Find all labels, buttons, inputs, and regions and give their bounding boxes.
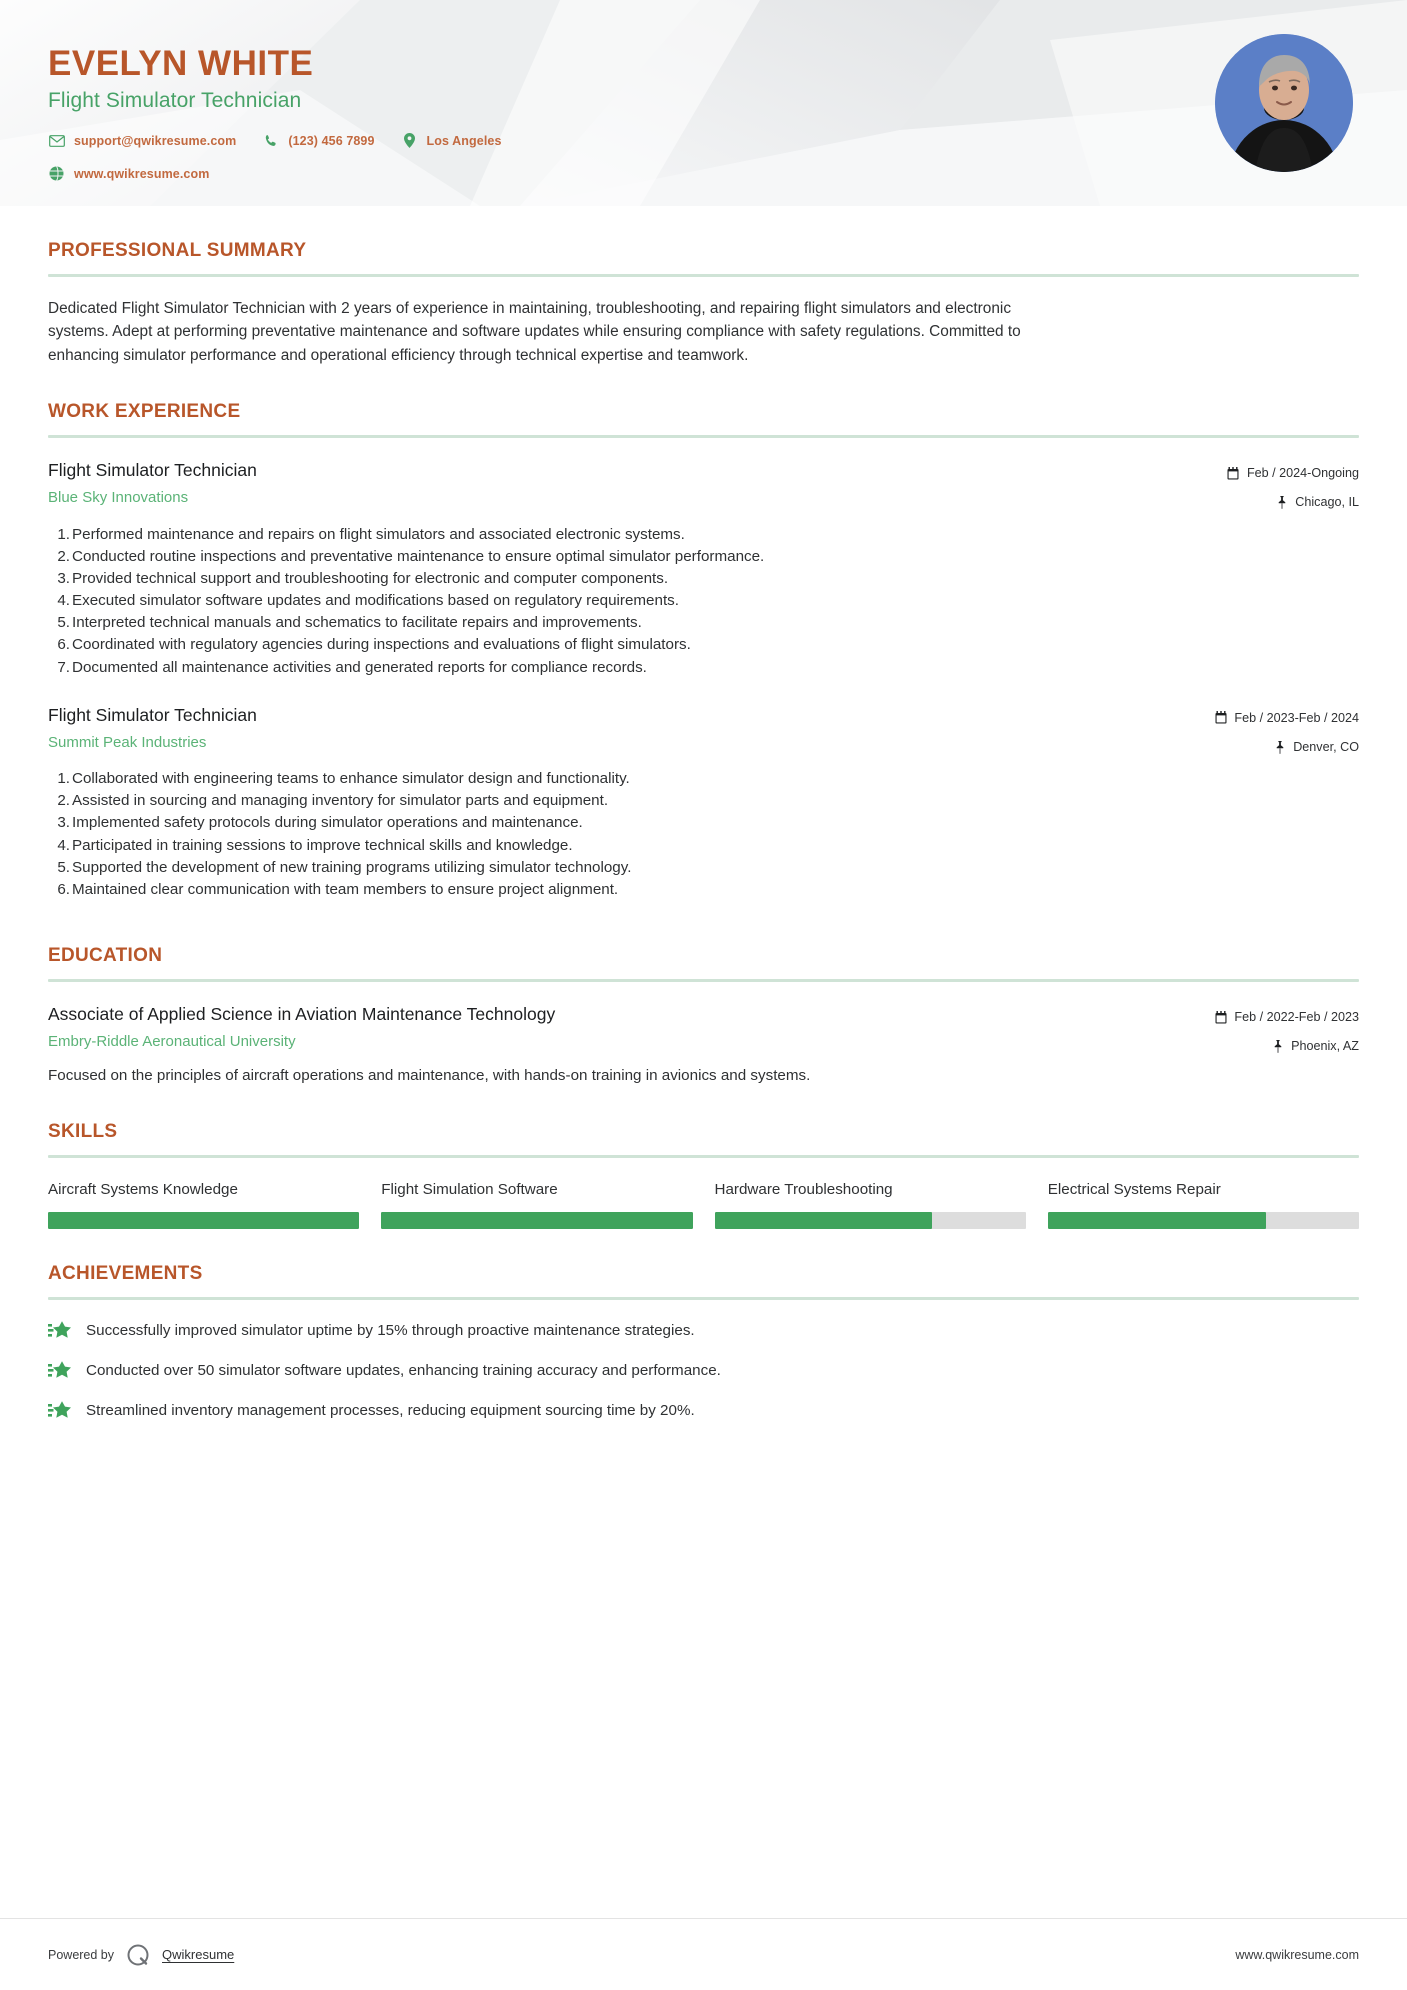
contact-location (401, 133, 502, 149)
globe-icon (48, 166, 65, 182)
education-degree: Associate of Applied Science in Aviation Maintenance Technology (48, 1004, 556, 1025)
work-role: Flight Simulator Technician (48, 460, 257, 481)
work-location-text: Denver, CO (1293, 739, 1359, 754)
pin-icon (1271, 1040, 1284, 1053)
work-entry (48, 460, 1359, 679)
skill-progress-fill (1048, 1212, 1266, 1229)
skill-item (1048, 1180, 1359, 1230)
pin-icon (1275, 496, 1288, 509)
section-work-experience (48, 401, 1359, 901)
section-title-work: WORK EXPERIENCE (48, 401, 241, 423)
work-location-text: Chicago, IL (1295, 495, 1359, 510)
star-badge-icon (48, 1400, 72, 1422)
work-bullet-text: Supported the development of new training programs utilizing simulator technology. (72, 858, 632, 876)
contact-location-text: Los Angeles (426, 133, 502, 148)
footer-branding (48, 1942, 234, 1968)
education-date-text: Feb / 2022-Feb / 2023 (1234, 1010, 1359, 1025)
section-skills (48, 1121, 1359, 1230)
skill-progress-track (715, 1212, 1026, 1229)
achievement-item (48, 1360, 1359, 1382)
section-title-achievements: ACHIEVEMENTS (48, 1263, 203, 1285)
skill-name: Flight Simulation Software (381, 1180, 558, 1198)
education-entry (48, 1004, 1359, 1086)
achievement-text: Successfully improved simulator uptime by 15% through proactive maintenance strategies. (86, 1322, 695, 1340)
skill-name: Electrical Systems Repair (1047, 1180, 1221, 1198)
education-school: Embry-Riddle Aeronautical University (48, 1033, 296, 1051)
phone-icon (262, 133, 279, 149)
skills-grid (48, 1180, 1359, 1230)
work-bullet-text: Collaborated with engineering teams to enhance simulator design and functionality. (72, 770, 630, 788)
contact-row-secondary (48, 163, 1407, 185)
work-bullet: 7 . Documented all maintenance activities and generated reports for compliance records. (48, 657, 1359, 679)
contact-info (48, 130, 1407, 185)
star-badge-icon (48, 1360, 72, 1382)
work-date (1227, 463, 1359, 483)
envelope-icon (48, 133, 65, 149)
work-bullets (48, 524, 1359, 679)
skill-progress-fill (48, 1212, 359, 1229)
skill-name: Hardware Troubleshooting (714, 1180, 893, 1198)
contact-email-text: support@qwikresume.com (74, 133, 237, 148)
education-location-text: Phoenix, AZ (1291, 1039, 1359, 1054)
section-title-education: EDUCATION (48, 945, 163, 967)
work-date (1214, 708, 1359, 728)
work-bullet: 3 . Provided technical support and troubleshooting for electronic and computer components. (48, 568, 1359, 590)
contact-email[interactable] (48, 133, 236, 149)
work-bullet-text: Participated in training sessions to improve technical skills and knowledge. (72, 836, 573, 854)
skill-name: Aircraft Systems Knowledge (48, 1180, 238, 1198)
work-bullet-text: Maintained clear communication with team members to ensure project alignment. (72, 881, 619, 899)
work-organization: Blue Sky Innovations (48, 489, 189, 507)
work-bullet: 5 . Supported the development of new training programs utilizing simulator technology. (48, 857, 1359, 879)
skill-progress-fill (381, 1212, 692, 1229)
work-bullet-text: Coordinated with regulatory agencies during inspections and evaluations of flight simulators. (72, 636, 691, 654)
work-role: Flight Simulator Technician (48, 704, 257, 725)
contact-row-primary (48, 130, 1407, 152)
summary-text: Dedicated Flight Simulator Technician with 2 years of experience in maintaining, troubleshooting, and repairing flight simulators and electronic systems. Adept at performing preventative maintenance and software updates while ensuring compliance with safety regulations. Committed to enhancing simulator performance and operational efficiency through technical expertise and teamwork. (48, 300, 1021, 364)
achievements-list (48, 1320, 1359, 1422)
section-title-skills: SKILLS (48, 1120, 118, 1142)
section-professional-summary (48, 240, 1359, 367)
achievement-item (48, 1400, 1359, 1422)
skill-progress-track (1048, 1212, 1359, 1229)
avatar (1215, 34, 1353, 172)
work-bullet-text: Assisted in sourcing and managing inventory for simulator parts and equipment. (72, 792, 609, 810)
calendar-icon (1214, 711, 1227, 724)
candidate-name: EVELYN WHITE (48, 44, 314, 83)
calendar-icon (1227, 467, 1240, 480)
achievement-item (48, 1320, 1359, 1342)
footer-website[interactable]: www.qwikresume.com (1235, 1947, 1359, 1962)
contact-website[interactable] (48, 166, 209, 182)
work-bullet-text: Provided technical support and troubleshooting for electronic and computer components. (72, 569, 669, 587)
section-divider (48, 274, 1359, 277)
contact-website-text: www.qwikresume.com (74, 166, 210, 181)
work-bullet: 4 . Executed simulator software updates and modifications based on regulatory requirements. (48, 590, 1359, 612)
location-pin-icon (401, 133, 418, 149)
contact-phone[interactable] (262, 133, 374, 149)
work-bullet-text: Documented all maintenance activities and generated reports for compliance records. (72, 658, 647, 676)
achievement-text: Streamlined inventory management processes, reducing equipment sourcing time by 20%. (86, 1402, 695, 1420)
skill-item (48, 1180, 359, 1230)
qwikresume-brand-link[interactable]: Qwikresume (162, 1947, 235, 1962)
work-location (1227, 492, 1359, 512)
skill-item (715, 1180, 1026, 1230)
work-bullet: 2 . Assisted in sourcing and managing inventory for simulator parts and equipment. (48, 790, 1359, 812)
work-organization: Summit Peak Industries (48, 733, 207, 751)
candidate-job-title: Flight Simulator Technician (48, 88, 302, 112)
work-bullet: 4 . Participated in training sessions to improve technical skills and knowledge. (48, 835, 1359, 857)
section-divider (48, 979, 1359, 982)
education-location (1214, 1036, 1359, 1056)
achievement-text: Conducted over 50 simulator software updates, enhancing training accuracy and performance. (86, 1362, 721, 1380)
work-bullet-text: Performed maintenance and repairs on flight simulators and associated electronic systems. (72, 525, 685, 543)
section-education (48, 945, 1359, 1086)
work-bullet-text: Conducted routine inspections and preventative maintenance to ensure optimal simulator performance. (72, 547, 765, 565)
work-bullets (48, 768, 1359, 901)
work-bullet: 1 . Performed maintenance and repairs on flight simulators and associated electronic systems. (48, 524, 1359, 546)
work-bullet: 3 . Implemented safety protocols during simulator operations and maintenance. (48, 812, 1359, 834)
star-badge-icon (48, 1320, 72, 1342)
work-bullet: 2 . Conducted routine inspections and preventative maintenance to ensure optimal simulator performance. (48, 546, 1359, 568)
work-bullet-text: Implemented safety protocols during simulator operations and maintenance. (72, 814, 583, 832)
section-divider (48, 1297, 1359, 1300)
section-divider (48, 435, 1359, 438)
work-bullet: 6 . Maintained clear communication with team members to ensure project alignment. (48, 879, 1359, 901)
work-bullet-text: Executed simulator software updates and modifications based on regulatory requirements. (72, 592, 679, 610)
work-date-text: Feb / 2023-Feb / 2024 (1234, 710, 1359, 725)
contact-phone-text: (123) 456 7899 (288, 133, 375, 148)
pin-icon (1273, 741, 1286, 754)
skill-progress-track (48, 1212, 359, 1229)
work-date-text: Feb / 2024-Ongoing (1246, 466, 1359, 481)
skill-progress-fill (715, 1212, 933, 1229)
education-description: Focused on the principles of aircraft operations and maintenance, with hands-on training in avionics and systems. (48, 1066, 811, 1084)
work-entry (48, 705, 1359, 901)
work-bullet: 1 . Collaborated with engineering teams to enhance simulator design and functionality. (48, 768, 1359, 790)
work-bullet-text: Interpreted technical manuals and schematics to facilitate repairs and improvements. (72, 614, 642, 632)
skill-item (381, 1180, 692, 1230)
page-footer (0, 1918, 1407, 1990)
work-bullet: 5 . Interpreted technical manuals and schematics to facilitate repairs and improvements. (48, 612, 1359, 634)
work-location (1214, 737, 1359, 757)
education-date (1214, 1007, 1359, 1027)
calendar-icon (1214, 1011, 1227, 1024)
work-bullet: 6 . Coordinated with regulatory agencies during inspections and evaluations of flight simulators. (48, 634, 1359, 656)
skill-progress-track (381, 1212, 692, 1229)
section-divider (48, 1155, 1359, 1158)
qwikresume-logo-icon (125, 1942, 151, 1968)
powered-by-label: Powered by (48, 1947, 115, 1962)
section-title-summary: PROFESSIONAL SUMMARY (48, 240, 307, 261)
resume-header (0, 0, 1407, 206)
section-achievements (48, 1263, 1359, 1422)
